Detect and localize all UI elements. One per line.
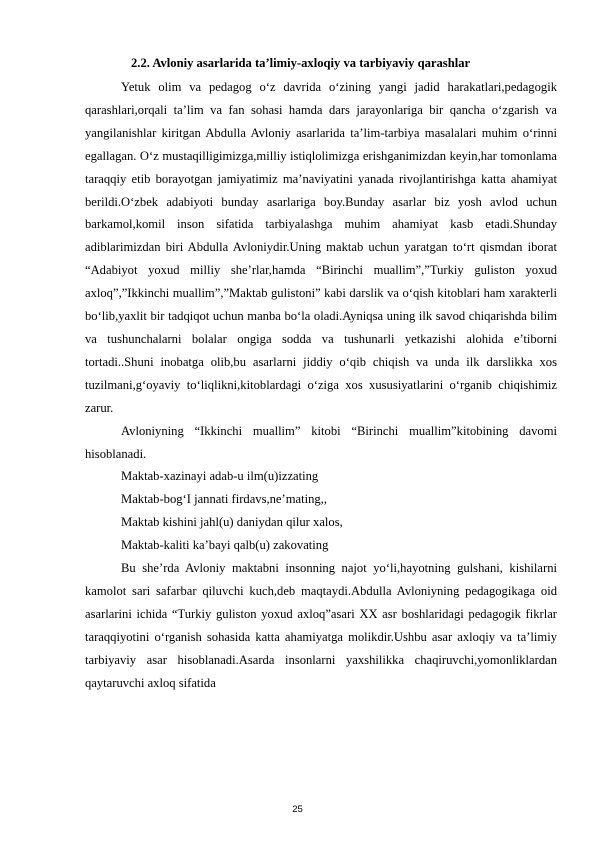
document-page <box>85 55 557 694</box>
verse-line: Maktab-kaliti ka’bayi qalb(u) zakovating <box>121 538 329 553</box>
paragraph-intro: Yetuk olim va pedagog o‘z davrida o‘zining yangi jadid harakatlari,pedagogik qarashlari,orqali ta’lim va fan sohasi hamda dars jarayonlariga bir qancha o‘zgarish va yangilanishlar kiritgan Abdulla Avloniy asarlarida ta’lim-tarbiya masalalari muhim o‘rinni egallagan. O‘z mustaqilligimizga,milliy istiqlolimizga erishganimizdan keyin,har tomonlama taraqqiy etib borayotgan jamiyatimiz ma’naviyatini yanada rivojlantirishga katta ahamiyat berildi.O‘zbek adabiyoti bunday asarlariga boy.Bunday asarlar biz yosh avlod uchun barkamol,komil inson sifatida tarbiyalashga muhim ahamiyat kasb etadi.Shunday adiblarimizdan biri Abdulla Avloniydir.Uning maktab uchun yaratgan to‘rt qismdan iborat “Adabiyot yoxud milliy she’rlar,hamda “Birinchi muallim”,”Turkiy guliston yoxud axloq”,”Ikkinchi muallim”,”Maktab gulistoni” kabi darslik va o‘qish kitoblari ham xarakterli bo‘lib,yaxlit bir tadqiqot uchun manba bo‘la oladi.Ayniqsa uning ilk savod chiqarishda bilim va tushunchalarni bolalar ongiga sodda va tushunarli yetkazishi alohida e’tiborni tortadi..Shuni inobatga olib,bu asarlarni jiddiy o‘qib chiqish va unda ilk darslikka xos tuzilmani,g‘oyaviy to‘liqlikni,kitoblardagi o‘ziga xos xususiyatlarini o‘rganib chiqishimiz zarur. <box>85 80 557 415</box>
poem-block <box>85 465 557 557</box>
section-heading: 2.2. Avloniy asarlarida ta’limiy-axloqiy va tarbiyaviy qarashlar <box>131 56 471 70</box>
verse-line: Maktab-xazinayi adab-u ilm(u)izzating <box>121 469 319 484</box>
paragraph-closing: Bu she’rda Avloniy maktabni insonning najot yo‘li,hayotning gulshani, kishilarni kamolot sari safarbar qiluvchi kuch,deb maqtaydi.Abdulla Avloniyning pedagogikaga oid asarlarini ichida “Turkiy guliston yoxud axloq”asari XX asr boshlaridagi pedagogik fikrlar taraqqiyotini o‘rganish sohasida katta ahamiyatga molikdir.Ushbu asar axloqiy va ta’limiy tarbiyaviy asar hisoblanadi.Asarda insonlarni yaxshilikka chaqiruvchi,yomonliklardan qaytaruvchi axloq sifatida <box>85 561 557 690</box>
page-number: 25 <box>292 804 303 815</box>
verse-line: Maktab-bog‘I jannati firdavs,ne’mating,, <box>121 492 327 507</box>
paragraph-continuation: Avloniyning “Ikkinchi muallim” kitobi “Birinchi muallim”kitobining davomi hisoblanadi. <box>85 423 557 461</box>
verse-line: Maktab kishini jahl(u) daniydan qilur xalos, <box>121 515 343 530</box>
